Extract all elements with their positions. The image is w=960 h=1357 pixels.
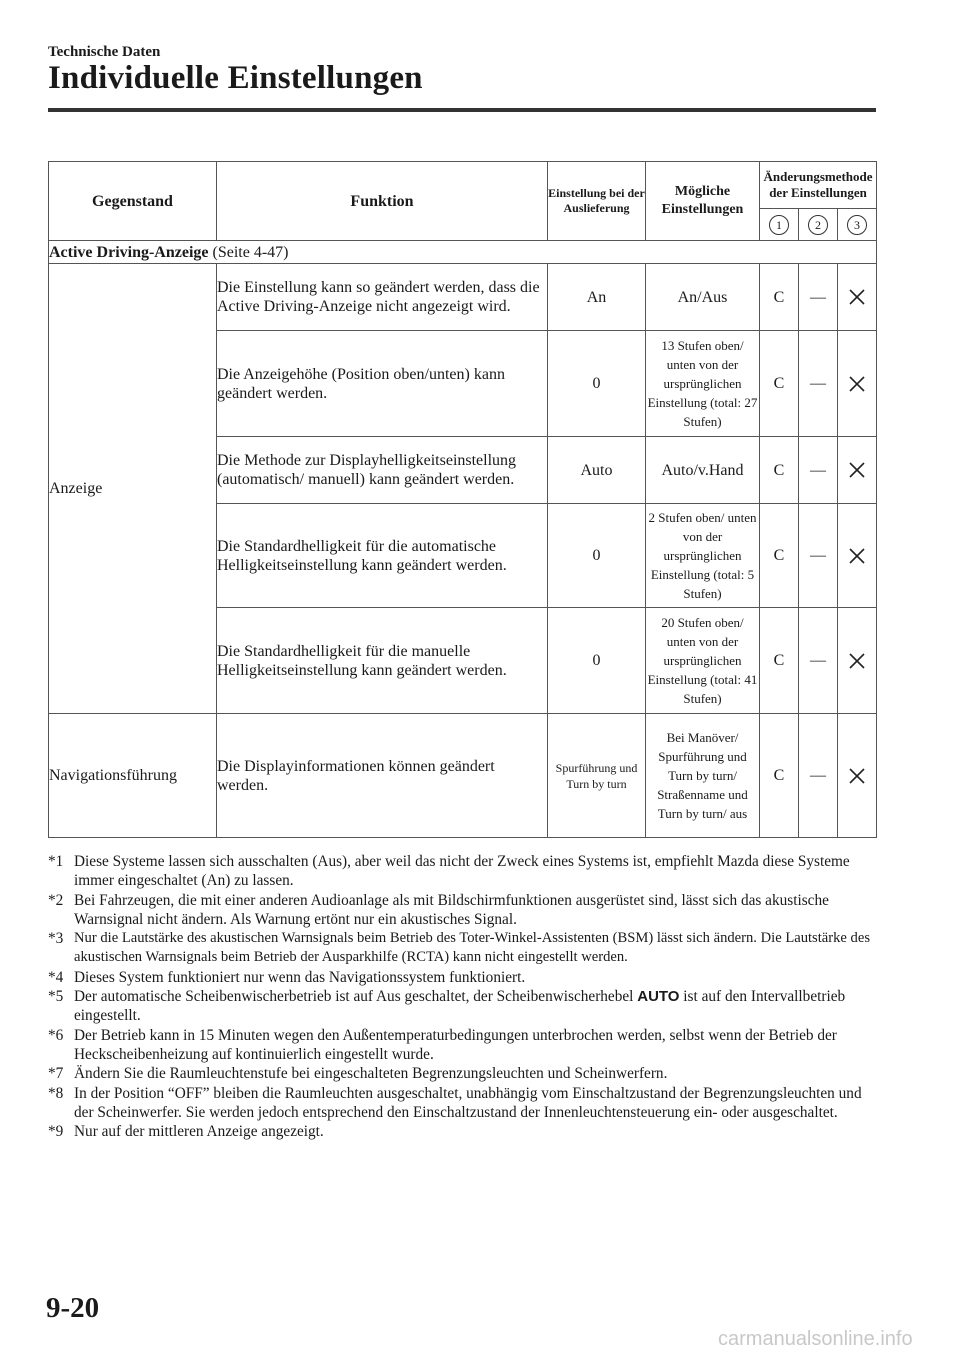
possible-cell: Bei Manöver/ Spurführung und Turn by turn/ Straßenname und Turn by turn/ aus bbox=[646, 714, 760, 838]
footnote-text: Nur die Lautstärke des akustischen Warnsignals beim Betrieb des Toter-Winkel-Assistenten (BSM) lässt sich ändern. Die Lautstärke des akustischen Warnsignals beim Betrieb der Ausparkhilfe (RCTA) kann nicht eingestellt werden. bbox=[74, 930, 871, 966]
cross-icon bbox=[847, 287, 867, 307]
cross-icon bbox=[847, 374, 867, 394]
group-page-ref: (Seite 4-47) bbox=[208, 243, 289, 261]
cross-icon bbox=[847, 766, 867, 786]
settings-table bbox=[48, 161, 877, 838]
footnote bbox=[48, 852, 878, 891]
footnote-text: Ändern Sie die Raumleuchtenstufe bei eingeschalteten Begrenzungsleuchten und Scheinwerfern. bbox=[74, 1065, 668, 1083]
footnote-number: *4 bbox=[48, 968, 64, 986]
header-function: Funktion bbox=[217, 162, 548, 241]
footnote bbox=[48, 1026, 878, 1065]
header-method-3 bbox=[838, 209, 877, 241]
footnote-number: *5 bbox=[48, 988, 64, 1006]
cross-icon bbox=[847, 460, 867, 480]
header-method-2 bbox=[799, 209, 838, 241]
footnote-text: In der Position “OFF” bleiben die Raumleuchten ausgeschaltet, unabhängig vom Einschaltzustand der Begrenzungsleuchten und der Scheinwerfer. Sie werden jedoch entsprechend den Einschaltzustand der Innenleuchtensteuerung ein- oder ausgeschaltet. bbox=[74, 1084, 862, 1121]
factory-cell: An bbox=[548, 264, 646, 331]
watermark: carmanualsonline.info bbox=[718, 1328, 913, 1350]
table-row bbox=[49, 264, 877, 331]
method-3-number: 3 bbox=[847, 215, 867, 235]
factory-cell: 0 bbox=[548, 504, 646, 608]
method-3-cell bbox=[838, 504, 877, 608]
footnote-text: Diese Systeme lassen sich ausschalten (Aus), aber weil das nicht der Zweck eines Systems ist, empfiehlt Mazda diese Systeme immer eingeschaltet (An) zu lassen. bbox=[74, 853, 850, 890]
category-navigation: Navigationsführung bbox=[49, 714, 217, 838]
method-3-cell bbox=[838, 264, 877, 331]
cross-icon bbox=[847, 546, 867, 566]
footnote-number: *2 bbox=[48, 891, 64, 909]
method-1-cell: C bbox=[760, 437, 799, 504]
function-cell: Die Standardhelligkeit für die automatische Helligkeitseinstellung kann geändert werden. bbox=[217, 504, 548, 608]
footnote-number: *8 bbox=[48, 1084, 64, 1102]
method-1-cell: C bbox=[760, 331, 799, 437]
footnote-number: *7 bbox=[48, 1065, 64, 1083]
method-1-cell: C bbox=[760, 264, 799, 331]
footnote-text-part: Der automatische Scheibenwischerbetrieb ist auf Aus geschaltet, der Scheibenwischerhebel bbox=[74, 988, 638, 1006]
header-possible-settings: Mögliche Einstellungen bbox=[646, 162, 760, 241]
auto-badge: AUTO bbox=[637, 988, 680, 1006]
footnote bbox=[48, 891, 878, 930]
method-2-cell: — bbox=[799, 608, 838, 714]
possible-cell: 20 Stufen oben/ unten von der ursprünglichen Einstellung (total: 41 Stufen) bbox=[646, 608, 760, 714]
footnote bbox=[48, 929, 878, 968]
function-cell: Die Anzeigehöhe (Position oben/unten) kann geändert werden. bbox=[217, 331, 548, 437]
footnote bbox=[48, 1064, 878, 1083]
factory-cell: 0 bbox=[548, 331, 646, 437]
footnote-text: Dieses System funktioniert nur wenn das Navigationssystem funktioniert. bbox=[74, 968, 526, 986]
footnote-text: Nur auf der mittleren Anzeige angezeigt. bbox=[74, 1123, 324, 1141]
footnote-text-part: ist auf den Intervallbetrieb eingestellt. bbox=[74, 988, 846, 1025]
footnote bbox=[48, 987, 878, 1026]
title-rule bbox=[48, 108, 876, 112]
method-2-cell: — bbox=[799, 437, 838, 504]
cross-icon bbox=[847, 651, 867, 671]
possible-cell: An/Aus bbox=[646, 264, 760, 331]
page-title: Individuelle Einstellungen bbox=[48, 60, 423, 96]
function-cell: Die Methode zur Displayhelligkeitseinstellung (automatisch/ manuell) kann geändert werden. bbox=[217, 437, 548, 504]
footnote bbox=[48, 1084, 878, 1123]
method-3-cell bbox=[838, 608, 877, 714]
factory-cell: Auto bbox=[548, 437, 646, 504]
footnote-number: *9 bbox=[48, 1123, 64, 1141]
header-change-method: Änderungsmethode der Einstellungen bbox=[760, 162, 877, 209]
method-2-cell: — bbox=[799, 264, 838, 331]
footnotes bbox=[48, 852, 878, 1141]
table-row bbox=[49, 714, 877, 838]
function-cell: Die Einstellung kann so geändert werden, dass die Active Driving-Anzeige nicht angezeigt wird. bbox=[217, 264, 548, 331]
footnote-text: Der Betrieb kann in 15 Minuten wegen den Außentemperaturbedingungen unterbrochen werden, selbst wenn der Betrieb der Heckscheibenheizung auf kontinuierlich eingestellt wurde. bbox=[74, 1026, 837, 1063]
function-cell: Die Standardhelligkeit für die manuelle Helligkeitseinstellung kann geändert werden. bbox=[217, 608, 548, 714]
factory-cell: Spurführung und Turn by turn bbox=[548, 714, 646, 838]
method-1-cell: C bbox=[760, 504, 799, 608]
footnote-text: Bei Fahrzeugen, die mit einer anderen Audioanlage als mit Bildschirmfunktionen ausgerüstet sind, lässt sich das akustische Warnsignal nicht ändern. Als Warnung ertönt nur ein akustisches Signal. bbox=[74, 891, 829, 928]
factory-cell: 0 bbox=[548, 608, 646, 714]
method-1-number: 1 bbox=[769, 215, 789, 235]
method-1-cell: C bbox=[760, 608, 799, 714]
page-number: 9-20 bbox=[46, 1292, 100, 1324]
method-2-cell: — bbox=[799, 714, 838, 838]
group-row bbox=[49, 241, 877, 264]
method-2-cell: — bbox=[799, 504, 838, 608]
section-label: Technische Daten bbox=[48, 44, 161, 60]
footnote bbox=[48, 1122, 878, 1141]
method-1-cell: C bbox=[760, 714, 799, 838]
header-method-1 bbox=[760, 209, 799, 241]
category-display: Anzeige bbox=[49, 264, 217, 714]
possible-cell: 2 Stufen oben/ unten von der ursprünglichen Einstellung (total: 5 Stufen) bbox=[646, 504, 760, 608]
footnote-number: *1 bbox=[48, 853, 64, 870]
footnote-number: *6 bbox=[48, 1026, 64, 1044]
footnote bbox=[48, 968, 878, 987]
function-cell: Die Displayinformationen können geändert werden. bbox=[217, 714, 548, 838]
possible-cell: Auto/v.Hand bbox=[646, 437, 760, 504]
group-title: Active Driving-Anzeige bbox=[49, 243, 209, 261]
footnote-number: *3 bbox=[48, 930, 64, 948]
header-factory-setting: Einstellung bei der Auslieferung bbox=[548, 162, 646, 241]
method-3-cell bbox=[838, 714, 877, 838]
method-2-cell: — bbox=[799, 331, 838, 437]
method-2-number: 2 bbox=[808, 215, 828, 235]
header-item: Gegenstand bbox=[49, 162, 217, 241]
method-3-cell bbox=[838, 331, 877, 437]
footnote-text bbox=[74, 987, 878, 1026]
method-3-cell bbox=[838, 437, 877, 504]
possible-cell: 13 Stufen oben/ unten von der ursprünglichen Einstellung (total: 27 Stufen) bbox=[646, 331, 760, 437]
